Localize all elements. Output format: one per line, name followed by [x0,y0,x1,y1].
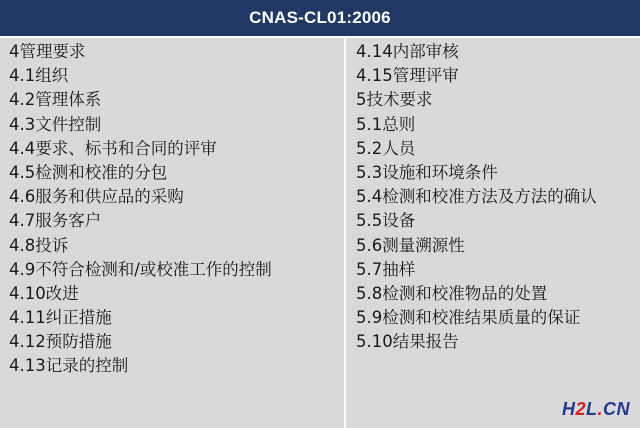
list-item: 4.13记录的控制 [9,356,129,376]
site-watermark-logo: H2L.CN [561,399,630,419]
list-item: 4.3文件控制 [9,114,102,134]
list-item: 5.2人员 [356,138,416,158]
list-item: 4.14内部审核 [356,42,459,61]
list-item: 5.8检测和校准物品的处置 [356,283,548,303]
list-item: 5.5设备 [356,211,416,231]
list-item: 4.9不符合检测和/或校准工作的控制 [9,259,272,279]
list-item: 5.6测量溯源性 [356,235,465,255]
table-header [0,0,640,38]
list-item: 4管理要求 [9,42,86,61]
list-item: 4.2管理体系 [9,90,102,110]
list-item: 4.5检测和校准的分包 [9,162,168,182]
list-item: 5.10结果报告 [356,332,459,352]
list-item: 5.1总则 [356,114,416,134]
list-item: 5.7抽样 [356,259,416,279]
list-item: 4.12预防措施 [9,332,112,352]
column-divider [344,38,346,428]
table-title: CNAS-CL01:2006 [249,8,391,27]
right-column [356,40,640,354]
list-item: 5.3设施和环境条件 [356,162,498,182]
list-item: 4.1组织 [9,66,69,86]
list-item: 4.10改进 [9,283,79,303]
list-item: 5.4检测和校准方法及方法的确认 [356,187,597,207]
list-item: 4.4要求、标书和合同的评审 [9,138,217,158]
list-item: 4.11纠正措施 [9,308,112,328]
list-item: 4.8投诉 [9,235,69,255]
left-column [9,40,341,379]
list-item: 4.15管理评审 [356,66,459,86]
list-item: 5.9检测和校准结果质量的保证 [356,308,581,328]
list-item: 4.6服务和供应品的采购 [9,187,184,207]
list-item: 4.7服务客户 [9,211,102,231]
list-item: 5技术要求 [356,90,433,110]
